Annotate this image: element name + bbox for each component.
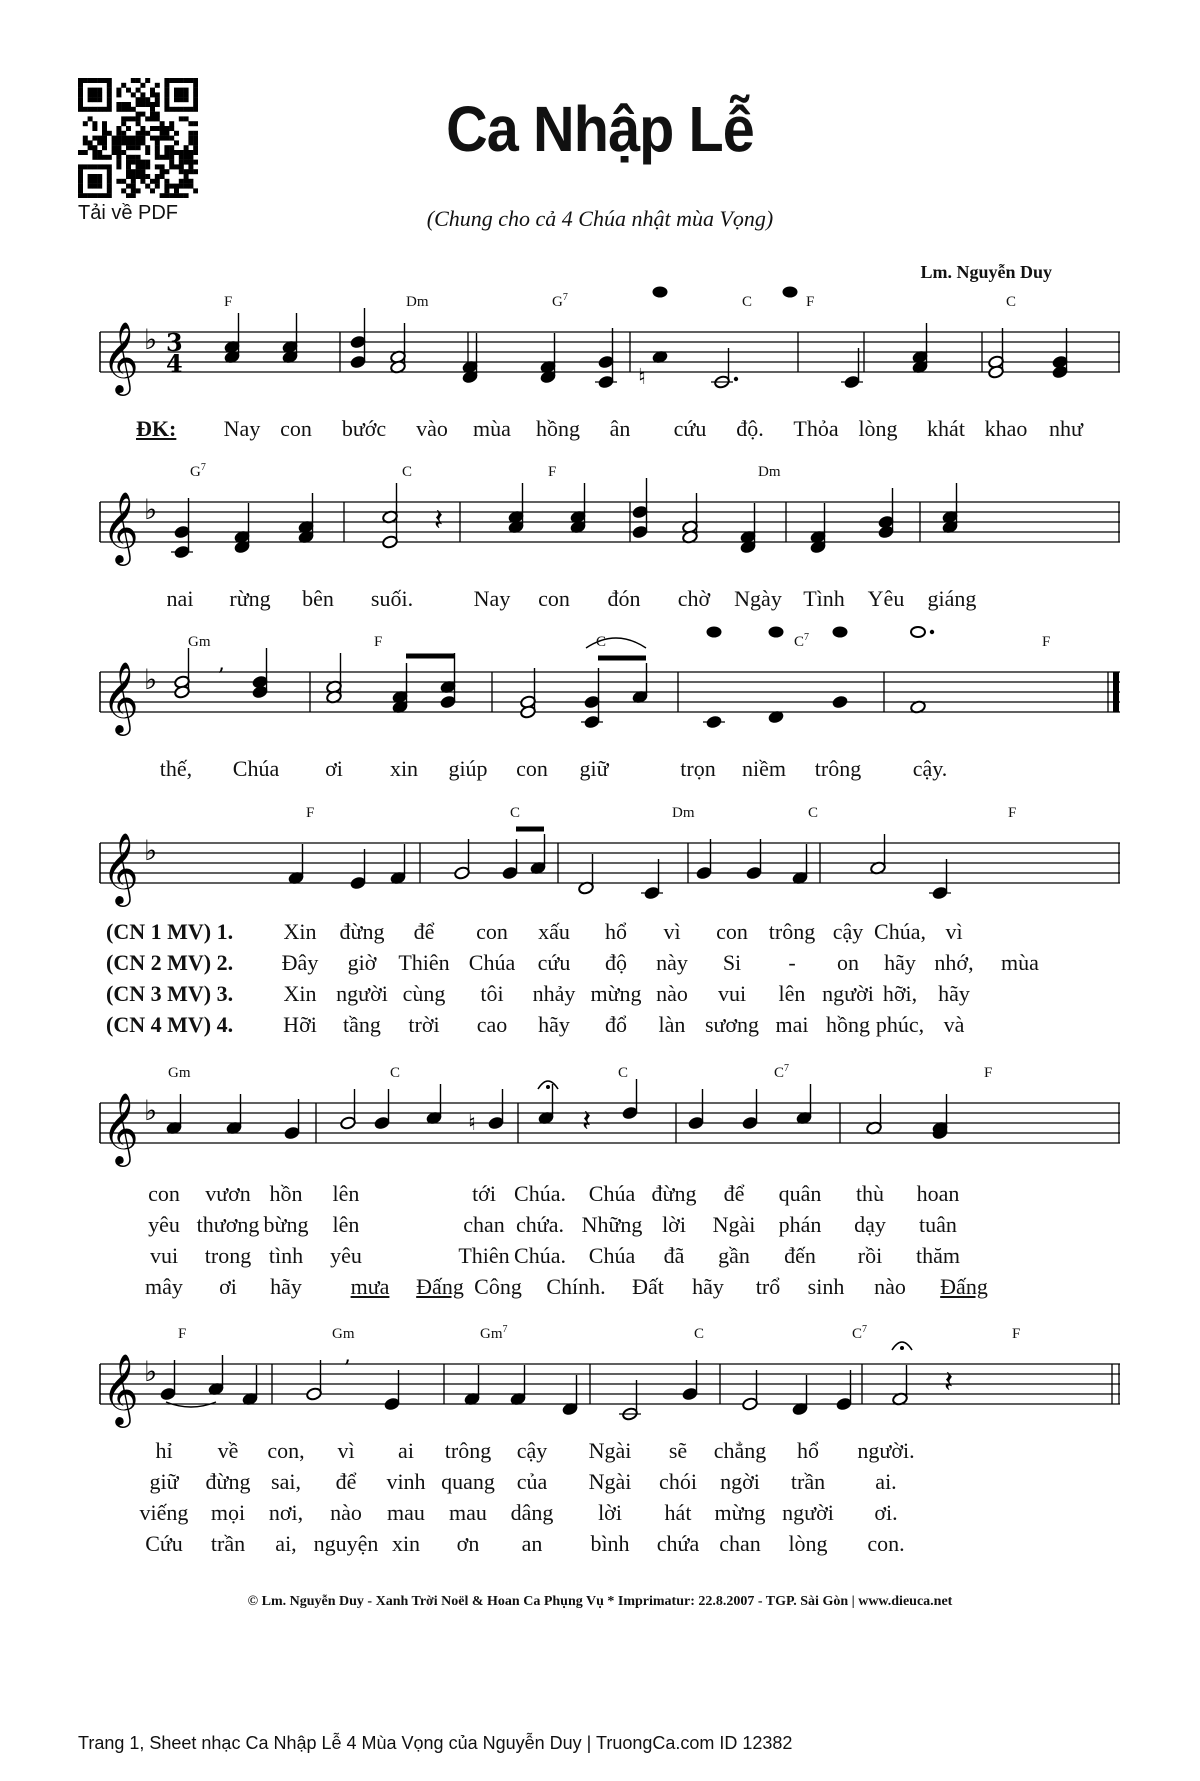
lyric-word: cứu <box>537 950 571 975</box>
lyric-line <box>100 1243 1120 1271</box>
staff-4 <box>100 803 1120 904</box>
chord-symbol: C <box>808 805 819 821</box>
lyric-word: phúc, <box>875 1012 925 1037</box>
lyric-word: mừng <box>714 1500 766 1525</box>
chorus-label: ĐK: <box>136 416 177 441</box>
lyric-word: hỉ <box>155 1438 173 1463</box>
lyric-word: Cứu <box>145 1531 183 1556</box>
page-footer: Trang 1, Sheet nhạc Ca Nhập Lễ 4 Mùa Vọng của Nguyễn Duy | TruongCa.com ID 12382 <box>78 1733 793 1753</box>
lyric-word: trông <box>444 1438 492 1463</box>
treble-clef-icon: 𝄞 <box>102 1352 139 1425</box>
lyric-word: bình <box>590 1531 630 1556</box>
lyric-word: sương <box>704 1012 760 1037</box>
lyric-word: con <box>516 756 548 781</box>
chord-symbol: $C^7$ <box>774 1063 790 1081</box>
lyric-word: trần <box>790 1469 826 1494</box>
lyric-word: chói <box>659 1469 697 1494</box>
verse-label: (CN 2 MV) 2. <box>106 950 234 975</box>
lyric-word: khát <box>927 416 965 441</box>
lyric-word: cứu <box>673 416 707 441</box>
note-head <box>911 627 925 637</box>
lyric-word: Tình <box>803 586 845 611</box>
lyric-word: đừng <box>339 919 385 944</box>
lyric-word: vươn <box>205 1181 251 1206</box>
lyric-word: về <box>217 1438 239 1463</box>
lyric-word: yêu <box>330 1243 362 1268</box>
chord-symbol: Dm <box>672 805 695 821</box>
lyric-word: Nay <box>223 416 261 441</box>
lyric-word: người <box>822 981 874 1006</box>
lyric-word: cậy <box>516 1438 548 1463</box>
lyric-word: trọn <box>680 756 716 781</box>
lyric-word: lên <box>778 981 806 1006</box>
lyric-word: Đất <box>632 1274 664 1299</box>
staff-2 <box>100 462 1120 563</box>
lyric-word: phán <box>778 1212 822 1237</box>
lyric-word: xin <box>389 756 419 781</box>
lyric-word: vì <box>337 1438 355 1463</box>
natural-sign-icon: ♮ <box>468 1111 476 1136</box>
lyric-word: trời <box>408 1012 440 1037</box>
lyric-word: ai <box>398 1438 414 1463</box>
lyric-word: nguyện <box>313 1531 379 1556</box>
lyric-word: khao <box>984 416 1028 441</box>
lyric-word: lên <box>332 1212 360 1237</box>
lyric-word: vui <box>149 1243 179 1268</box>
lyric-word: vì <box>663 919 681 944</box>
lyric-word: xin <box>391 1531 421 1556</box>
chord-symbol: C <box>390 1065 401 1081</box>
chord-symbol: Gm <box>332 1326 355 1342</box>
lyric-word: ơi <box>325 756 343 781</box>
lyric-word: ngời <box>720 1469 760 1494</box>
lyric-word: Chúa <box>588 1243 636 1268</box>
lyric-word: con <box>148 1181 180 1206</box>
chord-symbol: F <box>984 1065 993 1081</box>
lyric-word: chan <box>719 1531 761 1556</box>
lyric-word: hỡi, <box>882 981 918 1006</box>
chord-symbol: Gm$^7$ <box>480 1324 508 1342</box>
lyric-word: đổ <box>605 1012 627 1037</box>
lyric-word: lời <box>598 1500 622 1525</box>
treble-clef-icon: 𝄞 <box>102 831 139 904</box>
lyric-word: vinh <box>386 1469 426 1494</box>
final-bar-line <box>1113 672 1119 712</box>
lyric-word: Chúa. <box>514 1181 566 1206</box>
quarter-rest-icon: 𝄽 <box>944 1365 954 1400</box>
lyric-word: Yêu <box>867 586 905 611</box>
lyric-line <box>100 1274 1120 1302</box>
lyric-word: thù <box>855 1181 885 1206</box>
lyric-word: chứa <box>656 1531 700 1556</box>
augmentation-dot <box>930 630 934 634</box>
lyric-word: bước <box>341 416 387 441</box>
lyric-word: ơi. <box>874 1500 898 1525</box>
key-flat-icon: ♭ <box>144 1094 158 1127</box>
lyric-word: sẽ <box>668 1438 688 1463</box>
lyric-word: người <box>336 981 388 1006</box>
lyric-word: ơn <box>456 1531 480 1556</box>
composer-name: Lm. Nguyễn Duy <box>920 262 1052 282</box>
lyric-word: nhớ, <box>934 950 974 975</box>
chord-symbol: C <box>694 1326 705 1342</box>
chord-symbol: $G^7$ <box>190 462 206 480</box>
lyric-word: hồn <box>269 1181 303 1206</box>
lyric-word: giữ <box>579 756 609 781</box>
lyric-word: an <box>521 1531 543 1556</box>
lyric-word: mùa <box>1001 950 1039 975</box>
lyric-word: đón <box>607 586 641 611</box>
lyric-word: dâng <box>510 1500 554 1525</box>
lyric-word: on <box>837 950 859 975</box>
lyric-word: độ. <box>736 416 764 441</box>
copyright-line: © Lm. Nguyễn Duy - Xanh Trời Noël & Hoan Ca Phụng Vụ * Imprimatur: 22.8.2007 - TGP. Sài Gòn | www.dieuca.net <box>247 1594 953 1609</box>
lyric-word: xấu <box>538 919 570 944</box>
lyric-word: cậy. <box>912 756 948 781</box>
staff-1 <box>100 292 1120 393</box>
lyric-word: suối. <box>370 586 414 611</box>
treble-clef-icon: 𝄞 <box>102 490 139 563</box>
lyric-word: cao <box>476 1012 508 1037</box>
lyric-word: vui <box>717 981 747 1006</box>
lyric-word: Ngài <box>712 1212 756 1237</box>
lyric-line <box>100 1500 1120 1528</box>
lyric-word: hãy <box>884 950 916 975</box>
treble-clef-icon: 𝄞 <box>102 660 139 733</box>
lyric-word: trông <box>768 919 816 944</box>
lyric-word: Đấng <box>416 1274 464 1299</box>
lyric-word: đừng <box>651 1181 697 1206</box>
lyric-word: của <box>516 1469 548 1494</box>
lyric-word: con <box>538 586 570 611</box>
time-signature-bottom: 4 <box>166 349 183 378</box>
lyric-word: nào <box>874 1274 906 1299</box>
lyric-word: mưa <box>350 1274 390 1299</box>
lyric-word: sai, <box>271 1469 301 1494</box>
chord-symbol: Gm <box>188 634 211 650</box>
lyric-line <box>100 416 1120 444</box>
lyric-word: rồi <box>857 1243 883 1268</box>
lyric-line <box>100 950 1120 978</box>
lyric-word: Đấng <box>940 1274 988 1299</box>
key-flat-icon: ♭ <box>144 493 158 526</box>
lyric-word: người. <box>857 1438 915 1463</box>
lyric-word: Chúa <box>468 950 516 975</box>
chord-symbol: C <box>596 634 607 650</box>
breath-mark-icon: , <box>218 651 225 676</box>
lyric-word: Những <box>581 1212 643 1237</box>
lyric-word: Thỏa <box>793 416 839 441</box>
lyric-word: hãy <box>938 981 970 1006</box>
lyric-word: trần <box>210 1531 246 1556</box>
lyric-word: thương <box>196 1212 260 1237</box>
lyric-word: hổ <box>605 919 627 944</box>
lyric-word: hãy <box>692 1274 724 1299</box>
lyric-word: lên <box>332 1181 360 1206</box>
lyric-word: giúp <box>448 756 488 781</box>
lyric-word: Xin <box>283 919 317 944</box>
key-flat-icon: ♭ <box>144 834 158 867</box>
lyric-line <box>100 1181 1120 1209</box>
lyric-word: rừng <box>229 586 271 611</box>
note-head <box>707 627 721 637</box>
verse-label: (CN 3 MV) 3. <box>106 981 234 1006</box>
lyric-word: hãy <box>538 1012 570 1037</box>
lyric-word: hãy <box>270 1274 302 1299</box>
chord-symbol: F <box>178 1326 187 1342</box>
lyric-word: đã <box>663 1243 685 1268</box>
augmentation-dot <box>734 377 738 381</box>
chord-symbol: F <box>1008 805 1017 821</box>
chord-symbol: $C^7$ <box>852 1324 868 1342</box>
lyric-word: ai. <box>875 1469 897 1494</box>
lyric-word: gần <box>718 1243 750 1268</box>
verse-label: (CN 4 MV) 4. <box>106 1012 234 1037</box>
lyric-word: hồng <box>536 416 580 441</box>
lyric-word: Chúa <box>588 1181 636 1206</box>
lyric-word: Si <box>722 950 742 975</box>
lyric-word: mau <box>449 1500 487 1525</box>
lyric-word: chờ <box>677 586 711 611</box>
song-subtitle: (Chung cho cả 4 Chúa nhật mùa Vọng) <box>426 206 774 231</box>
lyric-word: mùa <box>473 416 511 441</box>
slur-arc <box>586 638 646 648</box>
lyric-word: viếng <box>139 1500 189 1525</box>
chord-symbol: $C^7$ <box>794 632 810 650</box>
lyric-word: Xin <box>283 981 317 1006</box>
lyric-line <box>100 919 1120 947</box>
chord-symbol: F <box>806 294 815 310</box>
fermata-dot <box>546 1085 550 1089</box>
lyric-word: tình <box>268 1243 304 1268</box>
chord-symbol: C <box>402 464 413 480</box>
lyric-word: con <box>280 416 312 441</box>
lyric-word: dạy <box>854 1212 886 1237</box>
lyric-word: giờ <box>347 950 377 975</box>
lyric-word: - <box>788 950 796 975</box>
chord-symbol: F <box>224 294 233 310</box>
lyric-word: bên <box>302 586 334 611</box>
lyric-word: yêu <box>148 1212 180 1237</box>
lyric-word: người <box>782 1500 834 1525</box>
lyric-word: giáng <box>927 586 977 611</box>
lyric-word: tuân <box>919 1212 957 1237</box>
note-head <box>833 627 847 637</box>
note-head <box>832 695 849 709</box>
lyric-word: nhảy <box>532 981 576 1006</box>
lyric-word: sinh <box>807 1274 845 1299</box>
lyric-word: này <box>656 950 688 975</box>
lyric-word: ơi <box>219 1274 237 1299</box>
chord-symbol: F <box>548 464 557 480</box>
lyric-word: vì <box>945 919 963 944</box>
treble-clef-icon: 𝄞 <box>102 320 139 393</box>
chord-symbol: Dm <box>758 464 781 480</box>
lyric-word: để <box>723 1181 745 1206</box>
lyric-word: đừng <box>205 1469 251 1494</box>
chord-symbol: C <box>1006 294 1017 310</box>
lyric-word: ân <box>609 416 631 441</box>
lyric-word: nào <box>656 981 688 1006</box>
note-head <box>783 287 797 297</box>
lyric-word: tầng <box>343 1012 381 1037</box>
treble-clef-icon: 𝄞 <box>102 1091 139 1164</box>
lyric-word: làn <box>658 1012 686 1037</box>
lyric-word: quân <box>778 1181 822 1206</box>
lyric-word: niềm <box>742 756 786 781</box>
lyric-word: mừng <box>590 981 642 1006</box>
lyric-word: chẳng <box>713 1438 767 1463</box>
lyric-word: cậy <box>832 919 864 944</box>
lyric-word: mây <box>145 1274 183 1299</box>
chord-symbol: F <box>306 805 315 821</box>
fermata-dot <box>900 1346 904 1350</box>
lyric-word: mai <box>775 1012 809 1037</box>
lyric-word: Chúa, <box>874 919 926 944</box>
lyric-word: để <box>335 1469 357 1494</box>
lyric-word: Hỡi <box>283 1012 317 1037</box>
note-head <box>653 287 667 297</box>
staff-3 <box>100 632 1120 733</box>
key-flat-icon: ♭ <box>144 1355 158 1388</box>
quarter-rest-icon: 𝄽 <box>434 503 444 538</box>
time-signature-top: 3 <box>166 328 183 357</box>
lyric-word: chan <box>463 1212 505 1237</box>
chord-symbol: F <box>1012 1326 1021 1342</box>
music-system-5 <box>100 1063 1120 1323</box>
breath-mark-icon: , <box>344 1343 351 1368</box>
lyric-line <box>100 1469 1120 1497</box>
lyric-word: vào <box>416 416 448 441</box>
lyric-word: chứa. <box>516 1212 564 1237</box>
lyric-word: lòng <box>858 416 898 441</box>
lyric-line <box>100 756 1120 784</box>
lyric-word: Thiên <box>458 1243 510 1268</box>
download-pdf-link[interactable]: Tải về PDF <box>78 202 179 224</box>
lyric-word: Ngài <box>588 1438 632 1463</box>
chord-symbol: Gm <box>168 1065 191 1081</box>
lyric-word: Thiên <box>398 950 450 975</box>
lyric-word: Nay <box>473 586 511 611</box>
lyric-word: trong <box>204 1243 252 1268</box>
lyric-line <box>100 586 1120 614</box>
lyric-word: Ngày <box>734 586 782 611</box>
lyric-word: hổ <box>797 1438 819 1463</box>
lyric-word: con. <box>867 1531 905 1556</box>
lyric-word: bừng <box>263 1212 309 1237</box>
lyric-word: tới <box>472 1181 496 1206</box>
music-system-1 <box>100 292 1120 442</box>
lyric-line <box>100 1531 1120 1559</box>
lyric-word: hát <box>664 1500 692 1525</box>
music-system-3 <box>100 632 1120 782</box>
quarter-rest-icon: 𝄽 <box>582 1104 592 1139</box>
chord-symbol: Dm <box>406 294 429 310</box>
lyric-word: ai, <box>275 1531 297 1556</box>
lyric-word: Ngài <box>588 1469 632 1494</box>
lyric-word: quang <box>441 1469 495 1494</box>
key-flat-icon: ♭ <box>144 663 158 696</box>
music-system-2 <box>100 462 1120 612</box>
lyric-word: nai <box>166 586 194 611</box>
lyric-word: Chúa. <box>514 1243 566 1268</box>
lyric-word: hồng <box>826 1012 870 1037</box>
lyric-word: nơi, <box>268 1500 304 1525</box>
lyric-word: lòng <box>788 1531 828 1556</box>
lyric-word: con, <box>267 1438 305 1463</box>
lyric-word: hoan <box>916 1181 960 1206</box>
lyric-word: và <box>943 1012 965 1037</box>
verse-label: (CN 1 MV) 1. <box>106 919 234 944</box>
note-head <box>769 627 783 637</box>
music-system-4 <box>100 803 1120 1063</box>
lyric-word: nào <box>330 1500 362 1525</box>
lyric-word: cùng <box>402 981 446 1006</box>
chord-symbol: F <box>1042 634 1051 650</box>
lyric-line <box>100 981 1120 1009</box>
lyric-word: như <box>1049 416 1083 441</box>
lyric-line <box>100 1012 1120 1040</box>
lyric-word: trông <box>814 756 862 781</box>
lyric-word: Công <box>474 1274 522 1299</box>
lyric-word: mau <box>387 1500 425 1525</box>
lyric-word: Chính. <box>546 1274 606 1299</box>
lyric-word: lời <box>662 1212 686 1237</box>
song-title: Ca Nhập Lễ <box>446 93 754 165</box>
music-system-6 <box>100 1324 1120 1584</box>
lyric-word: đến <box>784 1243 816 1268</box>
lyric-word: tôi <box>480 981 504 1006</box>
lyric-word: mọi <box>210 1500 246 1525</box>
natural-sign-icon: ♮ <box>638 365 646 390</box>
lyric-line <box>100 1212 1120 1240</box>
lyric-word: con <box>476 919 508 944</box>
staff-6 <box>100 1324 1120 1425</box>
lyric-word: Chúa <box>232 756 280 781</box>
staff-5 <box>100 1063 1120 1164</box>
lyric-word: thế, <box>159 756 193 781</box>
chord-symbol: C <box>510 805 521 821</box>
lyric-word: để <box>413 919 435 944</box>
lyric-word: Đây <box>281 950 319 975</box>
lyric-word: thăm <box>916 1243 960 1268</box>
lyric-word: con <box>716 919 748 944</box>
key-flat-icon: ♭ <box>144 323 158 356</box>
lyric-word: giữ <box>149 1469 179 1494</box>
chord-symbol: C <box>618 1065 629 1081</box>
chord-symbol: F <box>374 634 383 650</box>
lyric-word: trổ <box>755 1274 781 1299</box>
lyric-word: độ <box>605 950 627 975</box>
chord-symbol: C <box>742 294 753 310</box>
lyric-line <box>100 1438 1120 1466</box>
chord-symbol: $G^7$ <box>552 292 568 310</box>
